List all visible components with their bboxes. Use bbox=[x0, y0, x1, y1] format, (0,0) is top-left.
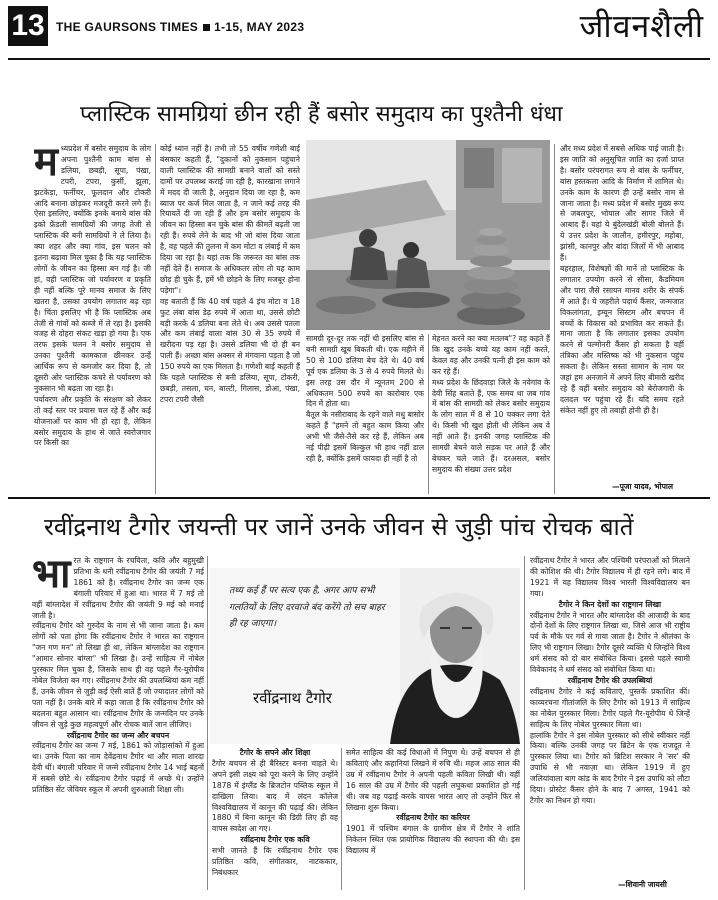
article1-paragraph: मध्य प्रदेश के छिंदवाड़ा जिले के नवेगांव के देवी सिंह बताते हैं, एक समय था जब गांव में बांस की सामग्री को लेकर बसोर समुदाय के लोग साल में 8 से 10 चक्कर लगा देते थे। किसी भी खुश होती थी लेकिन अब वे नहीं आते हैं। इनकी जगह प्लास्टिक की सामग्री बेचने वाले सड़क पर आते हैं और बेचकर चले जाते हैं। दरअसल, बसोर समुदाय की संख्या उत्तर प्रदेश bbox=[432, 377, 550, 474]
article2-column-3 bbox=[346, 748, 520, 890]
article2-subheading: रवींद्रनाथ टैगोर की उपलब्धियां bbox=[567, 675, 653, 685]
article2-paragraph: रवींद्रनाथ टैगोर ने भारत और पश्चिमी परंपराओं को मिलाने की कोशिश की थी। टैगोर विद्यालय में ही रहने लगे। बाद में 1921 में यह विद्यालय विश्व भारती विश्वविद्यालय बन गया। bbox=[530, 556, 690, 598]
article2-column-1 bbox=[32, 556, 204, 890]
article1-column-4 bbox=[432, 334, 550, 494]
tagore-quote: तथ्य कई हैं पर सत्य एक है, अगर आप सभी गलतियों के लिए दरवाजे बंद करेंगे तो सच बाहर ही रह जाएगा। bbox=[229, 585, 385, 629]
section-title: जीवनशैली bbox=[579, 7, 704, 45]
article1-paragraph: और मध्य प्रदेश में सबसे अधिक पाई जाती है। इस जाति को अनुसूचित जाति का दर्जा प्राप्त है। बसोर परंपरागत रूप से बांस के फर्नीचर, बांस हस्तकला आदि के निर्माण में शामिल थे। उनके काम के कारण ही उन्हें बसोर नाम से जाना जाता है। मध्य प्रदेश में बसोर मुख्य रूप से जबलपुर, भोपाल और सागर जिले में आबाद हैं। यहां ये बुंदेलखंडी बोली बोलते हैं। ये उत्तर प्रदेश के जालौन, हमीरपुर, महोबा, झांसी, कानपुर और बांदा जिलों में भी आबाद हैं। bbox=[560, 144, 684, 263]
article1-paragraph: बहरहाल, विशेषज्ञों की मानें तो प्लास्टिक के लगातार उपयोग करने से सीसा, कैडमियम और पारा जैसे रसायन मानव शरीर के संपर्क में आते हैं। ये जहरीले पदार्थ कैंसर, जन्मजात विकलांगता, इम्यून सिस्टम और बचपन में बच्चों के विकास को प्रभावित कर सकते हैं। माना जाता है कि लगातार इसका उपयोग करने से पल्मोनरी कैंसर हो सकता है वहीं तंत्रिका और मस्तिष्क को भी नुकसान पहुंच सकता है। लेकिन सस्ता सामान के नाम पर जहां हम अनजाने में अपने लिए बीमारी खरीद रहे हैं वहीं बसोर समुदाय को बेरोजगारी के दलदल पर पहुंचा रहे हैं। यदि समय रहते संकेत नहीं हुए तो तबाही होनी ही है। bbox=[560, 263, 684, 415]
article2-paragraph: रवींद्रनाथ टैगोर को गुरुदेव के नाम से भी जाना जाता है। कम लोगों को पता होगा कि रवींद्रनाथ टैगोर ने भारत का राष्ट्रगान "जन गण मन" तो लिखा ही था, लेकिन बांग्लादेश का राष्ट्रगान "आमार सोनार बांग्ला" भी लिखा है। उन्हें साहित्य में नोबेल पुरस्कार मिल चुका है, जिसके साथ ही वह पहले गैर-यूरोपीय नोबेल विजेता बन गए। रवींद्रनाथ टैगोर की उपलब्धियां कम नहीं हैं, उनके जीवन से जुड़ी कई ऐसी बातें हैं जो ज्यादातर लोगों को पता नहीं है। उनके बारे में कहा जाता है कि रवींद्रनाथ टैगोर को बदलना बहुत आसान था। रवींद्रनाथ टैगोर के जन्मदिन पर उनके जीवन से जुड़े कुछ महत्वपूर्ण और रोचक बातें जान लीजिए। bbox=[32, 621, 204, 729]
separator-square-icon bbox=[203, 24, 210, 31]
article1-column-5 bbox=[560, 144, 684, 480]
article2-paragraph: रवींद्रनाथ टैगोर का जन्म 7 मई, 1861 को जोड़ासांको में हुआ था। उनके पिता का नाम देवेंद्रनाथ टैगोर था और माता शारदा देवी थीं। बंगाली परिवार में जन्मे रवींद्रनाथ टैगोर 14 भाई बहनों में सबसे छोटे थे। रवींद्रनाथ टैगोर पढ़ाई में अच्छे थे। उन्होंने प्रतिष्ठित सेंट जेवियर स्कूल में अपनी शुरुआती शिक्षा ली। bbox=[32, 741, 204, 795]
article-separator bbox=[8, 497, 710, 499]
article1-paragraph: ध्यप्रदेश में बसोर समुदाय के लोग अपना पुश्तैनी काम बांस से डलिया, छबड़ी, सूपा, पंखा, टपरी, टपरा, कुर्सी, झूला, झटकेड़ा, फर्नीचर, फूलदान और टोकरी आदि बनाना छोड़कर मजदूरी करने लगे हैं। ऐसा इसलिए, क्योंकि इनके बनाये बांस की इको फ्रेंडली सामग्रियों की जगह तेजी से प्लास्टिक की बनी सामग्रियों ने ले लिया है। क्या शहर और क्या गांव, इस चलन को इतना बढ़ावा मिल चुका है कि यह प्लास्टिक लोगों के जीवन का हिस्सा बन गई है। जी हां, वही प्लास्टिक जो पर्यावरण व प्रकृति ही नहीं बल्कि पूरे मानव समाज के लिए खतरा है, उसका उपयोग लगातार बढ़ रहा है। चिंता इसलिए भी है कि प्लास्टिक अब तेजी से गांवों को कब्जे में ले रहा है। इसकी वजह से दोहरा संकट खड़ा हो गया है। एक तरफ इसके चलन ने बसोर समुदाय से उनका पुश्तैनी कामकाज छीनकर उन्हें आर्थिक रूप से कमजोर कर दिया है, तो दूसरी ओर प्लास्टिक कचरे से पर्यावरण को नुकसान भी बढ़ता जा रहा है। bbox=[34, 144, 151, 393]
article2-column-4 bbox=[530, 556, 690, 878]
article2-subheading: रवींद्रनाथ टैगोर एक कवि bbox=[240, 835, 310, 845]
masthead-rule bbox=[8, 58, 710, 60]
article2-subheading: रवींद्रनाथ टैगोर का जन्म और बचपन bbox=[66, 730, 170, 740]
article2-subheading: टैगोर के सपने और शिक्षा bbox=[239, 748, 311, 757]
column-divider bbox=[554, 144, 555, 494]
article2-paragraph: रवींद्रनाथ टैगोर ने भारत और बांग्लादेश की आजादी के बाद दोनों देशों के लिए राष्ट्रगान लिखा था, जिसे आज भी राष्ट्रीय पर्व के मौके पर गर्व से गाया जाता है। टैगोर ने श्रीलंका के लिए भी राष्ट्रगान लिखा। टैगोर दूसरे व्यक्ति थे जिन्होंने विश्व धर्म संसद को दो बार संबोधित किया। इससे पहले स्वामी विवेकानंद ने धर्म संसद को संबोधित किया था। bbox=[530, 610, 690, 675]
column-divider bbox=[207, 556, 208, 890]
page-number: 13 bbox=[8, 6, 48, 46]
article2-headline: रवींद्रनाथ टैगोर जयन्ती पर जानें उनके जीवन से जुड़ी पांच रोचक बातें bbox=[44, 513, 634, 541]
paper-name-line bbox=[56, 20, 304, 34]
masthead bbox=[8, 6, 710, 56]
basket-market-illustration bbox=[306, 140, 550, 330]
column-divider bbox=[341, 748, 342, 890]
article2-paragraph: हालांकि टैगोर ने इस नोबेल पुरस्कार को सीधे स्वीकार नहीं किया। बल्कि उनकी जगह पर ब्रिटेन के एक राजदूत ने पुरस्कार लिया था। टैगोर को ब्रिटिश सरकार ने 'सर' की उपाधि से भी नवाज़ा था। लेकिन 1919 में हुए जलियांवाला बाग कांड के बाद टैगोर ने इस उपाधि को लौटा दिया। प्रोस्टेट कैंसर होने के बाद 7 अगस्त, 1941 को टैगोर का निधन हो गया। bbox=[530, 730, 690, 805]
quote-author: रवींद्रनाथ टैगोर bbox=[253, 689, 332, 707]
article1-paragraph: सामग्री दूर-दूर तक नहीं थी इसलिए बांस से बनी सामग्री खूब बिकती थी। एक महीने में 50 से 100 डलिया बेच देते थे। 40 वर्ष पूर्व एक डलिया के 3 से 4 रुपये मिलते थे। इस तरह उस दौर में न्यूनतम 200 से अधिकतम 500 रुपये का कारोबार एक दिन में होता था। bbox=[306, 334, 424, 409]
article1-dropcap: म bbox=[34, 144, 58, 185]
article2-byline: —शिवानी जायसी bbox=[618, 880, 667, 889]
article2-paragraph: 1901 में पश्चिम बंगाल के ग्रामीण क्षेत्र में टैगोर ने शांति निकेतन स्थित एक प्रायोगिक विद्यालय की स्थापना की थी। इस विद्यालय में bbox=[346, 824, 520, 856]
article1-byline: —पूजा यादव, भोपाल bbox=[612, 482, 674, 491]
article1-paragraph: बैतूल के नसीराबाद के रहने वाले मधु बासोर कहते हैं "हमने तो बहुत काम किया और अभी भी जैसे-तैसे कर रहे हैं, लेकिन अब नई पीढ़ी इसमें बिल्कुल भी हाथ नहीं डाल रही है, क्योंकि इसमें फायदा ही नहीं है तो bbox=[306, 410, 424, 463]
article2-paragraph: टैगोर बचपन से ही बैरिस्टर बनना चाहते थे। अपने इसी लक्ष्य को पूरा करने के लिए उन्होंने 1878 में इंग्लैंड के ब्रिजटोन पब्लिक स्कूल में दाखिला लिया। बाद में लंदन कॉलेज विश्वविद्यालय में कानून की पढ़ाई की। लेकिन 1880 में बिना कानून की डिग्री लिए ही वह वापस स्वदेश आ गए। bbox=[212, 758, 338, 834]
article1-column-2 bbox=[160, 144, 300, 494]
article1-column-1 bbox=[34, 144, 151, 494]
article2-dropcap: भा bbox=[32, 556, 71, 597]
article1-column-3 bbox=[306, 334, 424, 494]
article2-subheading: रवींद्रनाथ टैगोर का करियर bbox=[396, 813, 470, 823]
article1-paragraph: मेहनत करने का क्या मतलब"? वह कहते हैं कि खुद उनके बच्चे यह काम नहीं करते, केवल वह और उनकी पत्नी ही इस काम को कर रहे हैं। bbox=[432, 334, 550, 376]
article2-paragraph: सभी जानते हैं कि रवींद्रनाथ टैगोर एक प्रतिष्ठित कवि, संगीतकार, नाटककार, निबंधकार bbox=[212, 846, 338, 877]
article2-paragraph: समेत साहित्य की कई विधाओं में निपुण थे। उन्हें बचपन से ही कविताएं और कहानियां लिखने में रुचि थी। महज आठ साल की उम्र में रवींद्रनाथ टैगोर ने अपनी पहली कविता लिखी थी। वहीं 16 साल की उम्र में टैगोर की पहली लघुकथा प्रकाशित हो गई थी। जब वह पढ़ाई करके वापस भारत आए तो उन्होंने फिर से लिखना शुरू किया। bbox=[346, 748, 520, 812]
article1-paragraph: कोई ध्यान नहीं है। तभी तो 55 वर्षीय गणेशी बाई बंसकार कहती हैं, "दुकानों को नुकसान पहुंचाने वाली प्लास्टिक की सामग्री बनाने वालों को सस्ते दामों पर उपलब्ध कराई जा रही है, कारखाना लगाने में मदद दी जाती है, अनुदान दिया जा रहा है, कम ब्याज पर कर्ज मिल जाता है, न जाने कई तरह की रियायतें दी जा रही हैं और हम बसोर समुदाय के जीवन का हिस्सा बन चुके बांस की कीमतें बढ़ती जा रही हैं। रुपये लेने के बाद भी जो बांस दिया जाता है, वह पहले की तुलना में कम मोटा व लंबाई में कम दिया जा रहा है। यहां तक कि जरूरत का बांस तक नहीं देते हैं। समाज के अधिकतर लोग तो यह काम छोड़ ही चुके हैं, हमें भी छोड़ने के लिए मजबूर होना पड़ेगा"। bbox=[160, 144, 300, 295]
column-divider bbox=[428, 334, 429, 494]
basket-market-photo bbox=[306, 140, 550, 330]
column-divider bbox=[524, 556, 525, 890]
paper-name: THE GAURSONS TIMES bbox=[56, 20, 199, 34]
column-divider bbox=[155, 144, 156, 494]
article2-paragraph: रवींद्रनाथ टैगोर ने कई कविताएं, पुस्तकें प्रकाशित कीं। काव्यरचना गीतांजलि के लिए टैगोर को 1913 में साहित्य का नोबेल पुरस्कार मिला। टैगोर पहले गैर-यूरोपीय थे जिन्हें साहित्य के लिए नोबेल पुरस्कार मिला था। bbox=[530, 686, 690, 729]
article1-paragraph: पर्यावरण और प्रकृति के संरक्षण को लेकर तो कई स्तर पर प्रयास चल रहे हैं और कई योजनाओं पर काम भी हो रहा है, लेकिन बसोर समुदाय के हाथ से जाते स्वरोजगार पर किसी का bbox=[34, 394, 151, 448]
article1-paragraph: वह बताती हैं कि 40 वर्ष पहले 4 इंच मोटा व 18 फुट लंबा बांस डेढ़ रुपये में आता था, उससे छोटी बड़ी करके 4 डलिया बना लेते थे। अब उससे पतला और कम लंबाई वाला बांस 30 से 35 रुपये में खरीदना पड़ रहा है। उससे डलिया भी दो ही बन पाती हैं। अच्छा बांस अक्सर से मंगवाना पड़ता है जो 150 रुपये का एक मिलता है। गणेशी बाई कहती हैं कि पहले प्लास्टिक से बनी डलिया, सूपा, टोकरी, छबड़ी, तसला, घन, बाल्टी, गिलास, डोआ, पंखा, टपरा टपरी जैसी bbox=[160, 296, 300, 404]
article2-paragraph: रत के राष्ट्रगान के रचयिता, कवि और बहुमुखी प्रतिभा के धनी रवींद्रनाथ टैगोर की जयंती 7 मई 1861 को है। रवींद्रनाथ टैगोर का जन्म एक बंगाली परिवार में हुआ था। भारत में 7 मई तो वहीं बांग्लादेश में रवींद्रनाथ टैगोर की जयंती 9 मई को मनाई जाती है। bbox=[32, 556, 204, 620]
article1-headline: प्लास्टिक सामग्रियां छीन रही हैं बसोर समुदाय का पुश्तैनी धंधा bbox=[80, 102, 563, 127]
article2-subheading: टैगोर ने किन देशों का राष्ट्रगान लिखा bbox=[558, 599, 662, 609]
article2-column-2 bbox=[212, 748, 338, 890]
issue-date: 1-15, MAY 2023 bbox=[214, 20, 305, 34]
